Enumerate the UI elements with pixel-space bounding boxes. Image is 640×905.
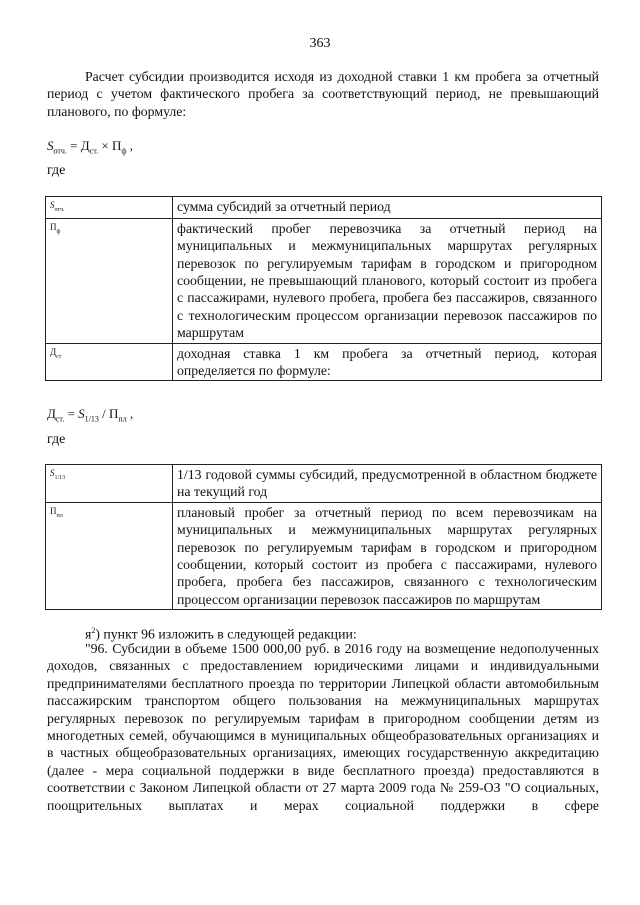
- description-cell: 1/13 годовой суммы субсидий, предусмотренной в областном бюджете на текущий год: [173, 465, 602, 503]
- description-cell: плановый пробег за отчетный период по всем перевозчикам на муниципальных и межмуниципальных маршрутах регулярных перевозок по регулируемым тарифам в городском и пригородном сообщении, который состоит из пробега с пассажирами, нулевого пробега, пробега без пассажиров, связанного с технологическим процессом организации перевозок пассажиров по маршрутам: [173, 502, 602, 609]
- formula-lhs-sub: отч.: [53, 146, 67, 156]
- formula-op: /: [98, 406, 110, 421]
- amendment-sup: 2: [91, 626, 96, 635]
- definitions-table-1: [45, 196, 602, 381]
- intro-paragraph: Расчет субсидии производится исходя из доходной ставки 1 км пробега за отчетный период с учетом фактического пробега за соответствующий период, не превышающий планового, по формуле:: [47, 69, 599, 119]
- formula-lhs-sub: ст.: [55, 414, 65, 424]
- amendment-letter: я: [85, 626, 92, 642]
- paragraph-96: "96. Субсидии в объеме 1500 000,00 руб. в 2016 году на возмещение недополученных доходов, связанных с предоставлением юридическими лицами и индивидуальными предпринимателями бесплатного проезда по территории Липецкой области автомобильным пассажирским транспортом общего пользования на межмуниципальных маршрутах регулярных перевозок по регулируемым тарифам в пригородном сообщении детям из многодетных семей, обучающимся в муниципальных общеобразовательных организациях и в частных общеобразовательных организациях, имеющих государственную аккредитацию (далее - мера социальной поддержки в виде бесплатного проезда) предоставляются в соответствии с Законом Липецкой области от 27 марта 2009 года № 259-ОЗ "О социальных, поощрительных выплатах и мерах социальной поддержки в сфере: [47, 641, 599, 813]
- formula-eq: =: [64, 406, 79, 421]
- where-label: где: [47, 163, 66, 178]
- formula-term1: S: [78, 406, 85, 421]
- symbol-cell: $S_{отч.}$: [46, 197, 173, 219]
- formula-term1-sub: 1/13: [84, 414, 99, 424]
- amendment-text: ) пункт 96 изложить в следующей редакции:: [95, 626, 357, 642]
- formula-term1-sub: ст.: [89, 146, 99, 156]
- description-cell: сумма субсидий за отчетный период: [173, 197, 602, 219]
- formula-lhs: S: [47, 138, 54, 153]
- formula-eq: =: [66, 138, 81, 153]
- page-number: 363: [309, 36, 331, 51]
- formula-term2: П: [111, 138, 122, 153]
- table-row: [46, 465, 602, 503]
- formula-trail: ,: [126, 138, 134, 153]
- formula-op: ×: [98, 138, 112, 153]
- definitions-table-2: [45, 464, 602, 610]
- formula-subsidy: [47, 138, 133, 156]
- table-row: [46, 197, 602, 219]
- table-row: [46, 502, 602, 609]
- symbol-cell: $S_{1/13}$: [46, 465, 173, 503]
- description-cell: фактический пробег перевозчика за отчетный период на муниципальных и межмуниципальных маршрутах регулярных перевозок по регулируемым тарифам в городском и пригородном сообщении, не превышающий планового, который состоит из пробега с пассажирами, нулевого пробега, пробега без пассажиров, связанного с технологическим процессом организации перевозок пассажиров по маршрутам: [173, 218, 602, 343]
- where-label: где: [47, 432, 66, 447]
- formula-trail: ,: [126, 406, 134, 421]
- formula-rate: [47, 406, 133, 424]
- symbol-cell: $П_{пл}$: [46, 502, 173, 609]
- formula-term2-sub: пл: [118, 414, 127, 424]
- formula-term2: П: [109, 406, 119, 421]
- symbol-cell: $Д_{ст}$: [46, 343, 173, 381]
- symbol-cell: $П_ф$: [46, 218, 173, 343]
- formula-term1: Д: [80, 138, 90, 153]
- description-cell: доходная ставка 1 км пробега за отчетный период, которая определяется по формуле:: [173, 343, 602, 381]
- formula-term2-sub: ф: [121, 146, 127, 156]
- table-row: [46, 343, 602, 381]
- formula-lhs: Д: [47, 406, 56, 421]
- table-row: [46, 218, 602, 343]
